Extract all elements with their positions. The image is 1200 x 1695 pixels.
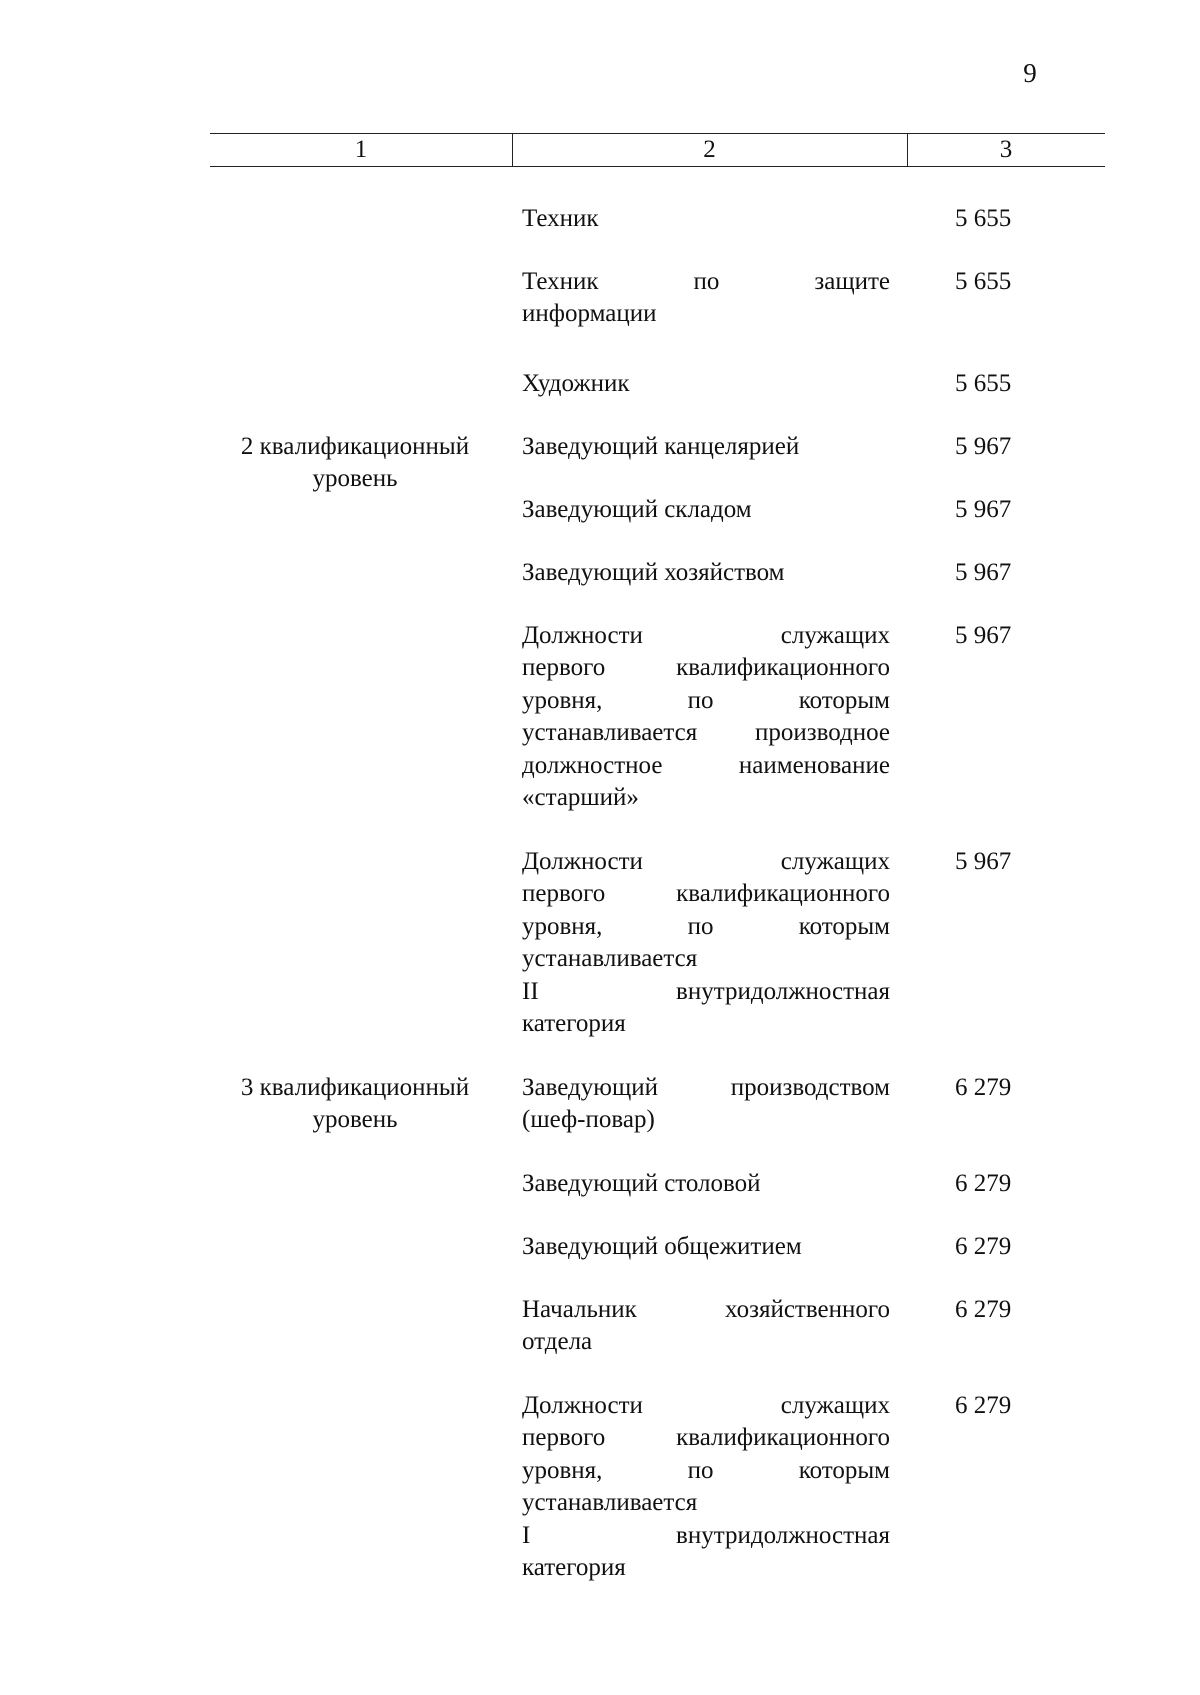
position-name (522, 1231, 890, 1263)
position-line: Заведующий производством (522, 1074, 890, 1101)
position-line: устанавливается (522, 1489, 698, 1517)
position-name (522, 368, 890, 400)
salary-value: 5 967 (955, 622, 1012, 649)
position-name (522, 494, 890, 526)
position-line: Заведующий канцелярией (522, 433, 800, 460)
table-header (210, 133, 1105, 167)
header-bottom-rule (210, 166, 1105, 167)
position-line: должностное наименование (522, 751, 890, 779)
salary-value: 6 279 (955, 1074, 1012, 1101)
salary-value: 5 967 (955, 559, 1012, 586)
position-name (522, 1294, 890, 1359)
position-line: категория (522, 1010, 626, 1038)
position-name (522, 557, 890, 589)
position-name (522, 620, 890, 814)
position-line: отдела (522, 1328, 593, 1356)
position-line: первого квалификационного (522, 1424, 890, 1452)
salary-value: 5 655 (955, 370, 1012, 397)
salary-value: 5 967 (955, 848, 1012, 875)
salary-value: 5 967 (955, 496, 1012, 523)
position-line: категория (522, 1554, 626, 1582)
header-col-3: 3 (999, 136, 1013, 163)
position-name (522, 1168, 890, 1200)
position-line: Заведующий столовой (522, 1170, 761, 1197)
salary-value: 5 655 (955, 268, 1012, 295)
position-line: Заведующий складом (522, 496, 752, 523)
position-line: Художник (522, 370, 630, 397)
position-name (522, 846, 890, 1040)
position-line: первого квалификационного (522, 880, 890, 908)
position-line: устанавливается производное (522, 719, 890, 747)
salary-value: 6 279 (955, 1170, 1012, 1197)
position-line: «старший» (522, 784, 639, 812)
position-line: Заведующий общежитием (522, 1233, 802, 1260)
position-line: Техник (522, 205, 599, 232)
position-line: Должности служащих (522, 848, 890, 875)
position-line: Техник по защите (522, 268, 890, 295)
position-line: II внутридолжностная (522, 977, 890, 1005)
position-line: Заведующий хозяйством (522, 559, 785, 586)
qualification-level: 3 квалификационный уровень (240, 1074, 470, 1134)
position-name (522, 203, 890, 235)
position-line: первого квалификационного (522, 654, 890, 682)
position-line: уровня, по которым (522, 1456, 890, 1484)
position-line: (шеф-повар) (522, 1106, 655, 1134)
qualification-level: 2 квалификационный уровень (240, 433, 470, 493)
salary-value: 6 279 (955, 1233, 1012, 1260)
position-line: I внутридолжностная (522, 1521, 890, 1549)
position-name (522, 1390, 890, 1584)
position-line: Начальник хозяйственного (522, 1296, 890, 1323)
position-name (522, 266, 890, 331)
position-line: уровня, по которым (522, 686, 890, 714)
position-line: Должности служащих (522, 1392, 890, 1419)
header-col-1: 1 (354, 136, 368, 163)
salary-value: 5 967 (955, 433, 1012, 460)
position-name (522, 1072, 890, 1137)
salary-value: 6 279 (955, 1392, 1012, 1419)
salary-value: 6 279 (955, 1296, 1012, 1323)
salary-value: 5 655 (955, 205, 1012, 232)
position-line: информации (522, 300, 657, 328)
position-line: устанавливается (522, 945, 698, 973)
page-number: 9 (1023, 58, 1037, 88)
position-line: уровня, по которым (522, 912, 890, 940)
header-col-2: 2 (703, 136, 716, 163)
position-name (522, 431, 890, 463)
position-line: Должности служащих (522, 622, 890, 649)
